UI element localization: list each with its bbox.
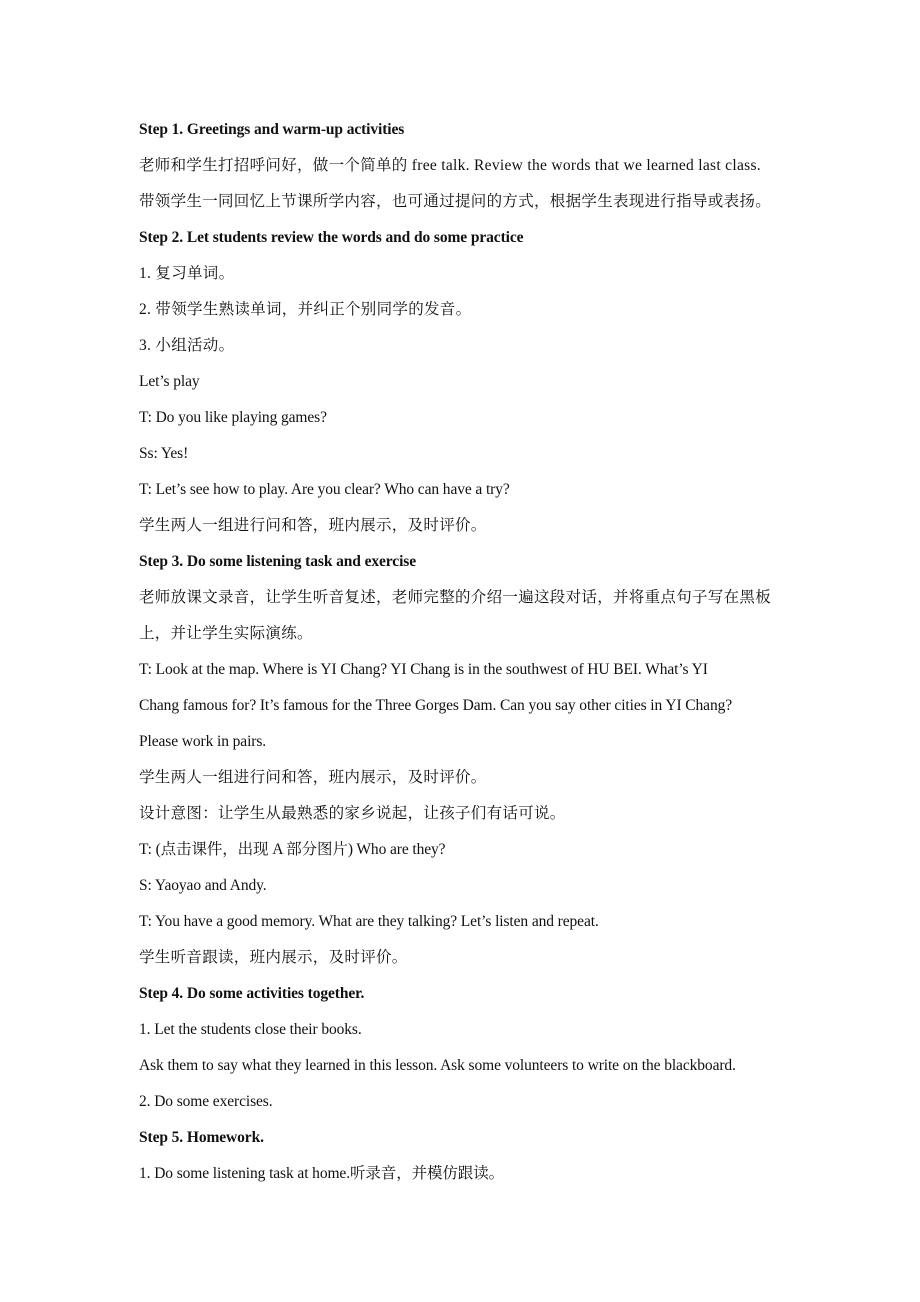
dialogue-line: Ss: Yes! (139, 445, 189, 462)
list-item: 3. 小组活动。 (139, 337, 235, 354)
paragraph: 老师放课文录音，让学生听音复述，老师完整的介绍一遍这段对话，并将重点句子写在黑板 (139, 589, 772, 606)
step-1-heading: Step 1. Greetings and warm-up activities (139, 121, 405, 138)
dialogue-line: T: (点击课件，出现 A 部分图片) Who are they? (139, 841, 446, 858)
paragraph: 带领学生一同回忆上节课所学内容，也可通过提问的方式，根据学生表现进行指导或表扬。 (139, 193, 772, 210)
dialogue-line: T: Do you like playing games? (139, 409, 327, 426)
step-4-heading: Step 4. Do some activities together. (139, 985, 365, 1002)
list-item: 1. Let the students close their books. (139, 1021, 362, 1038)
paragraph: 上，并让学生实际演练。 (139, 625, 313, 642)
document-page (139, 118, 789, 1198)
list-item: 2. 带领学生熟读单词，并纠正个别同学的发音。 (139, 301, 472, 318)
list-item: 2. Do some exercises. (139, 1093, 273, 1110)
step-3-heading: Step 3. Do some listening task and exercise (139, 553, 416, 570)
step-2-heading: Step 2. Let students review the words and do some practice (139, 229, 524, 246)
paragraph: 学生听音跟读，班内展示，及时评价。 (139, 949, 408, 966)
dialogue-line: S: Yaoyao and Andy. (139, 877, 267, 894)
paragraph: 学生两人一组进行问和答，班内展示，及时评价。 (139, 517, 487, 534)
dialogue-line: T: Let’s see how to play. Are you clear? Who can have a try? (139, 481, 510, 498)
paragraph: 老师和学生打招呼问好，做一个简单的 free talk. Review the words that we learned last class. (139, 157, 761, 174)
dialogue-line: T: You have a good memory. What are they talking? Let’s listen and repeat. (139, 913, 599, 930)
dialogue-line: Please work in pairs. (139, 733, 267, 750)
dialogue-line: Chang famous for? It’s famous for the Three Gorges Dam. Can you say other cities in YI Chang? (139, 697, 733, 714)
paragraph: Ask them to say what they learned in this lesson. Ask some volunteers to write on the blackboard. (139, 1057, 736, 1074)
list-item: 1. 复习单词。 (139, 265, 235, 282)
paragraph: 设计意图：让学生从最熟悉的家乡说起，让孩子们有话可说。 (139, 805, 566, 822)
paragraph: Let’s play (139, 373, 200, 390)
list-item: 1. Do some listening task at home.听录音，并模仿跟读。 (139, 1165, 504, 1182)
dialogue-line: T: Look at the map. Where is YI Chang? YI Chang is in the southwest of HU BEI. What’s YI (139, 661, 708, 678)
step-5-heading: Step 5. Homework. (139, 1129, 264, 1146)
paragraph: 学生两人一组进行问和答，班内展示，及时评价。 (139, 769, 487, 786)
